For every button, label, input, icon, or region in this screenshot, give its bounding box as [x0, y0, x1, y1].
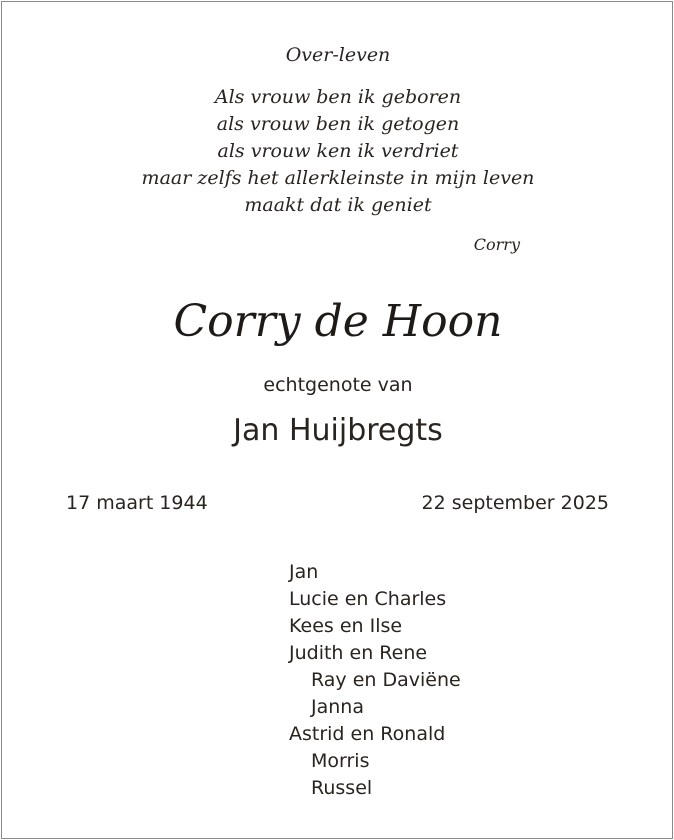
spouse-name: Jan Huijbregts	[233, 413, 443, 448]
family-list	[289, 559, 461, 802]
grandchild: Janna	[311, 696, 364, 718]
poem-line: maakt dat ik geniet	[244, 194, 432, 216]
poem-author: Corry	[473, 235, 520, 254]
obituary-card	[1, 1, 673, 839]
grandchild: Russel	[311, 777, 373, 799]
family-member: Jan	[289, 561, 319, 583]
family-member: Lucie en Charles	[289, 588, 447, 610]
grandchild: Ray en Daviëne	[311, 669, 461, 691]
poem-line: als vrouw ken ik verdriet	[217, 140, 459, 162]
death-date: 22 september 2025	[421, 492, 609, 514]
family-member: Judith en Rene	[289, 642, 428, 664]
grandchild: Morris	[311, 750, 370, 772]
poem	[2, 84, 674, 219]
poem-line: maar zelfs het allerkleinste in mijn leven	[141, 167, 535, 189]
family-member: Kees en Ilse	[289, 615, 403, 637]
birth-date: 17 maart 1944	[66, 492, 208, 514]
poem-title: Over-leven	[285, 44, 391, 66]
deceased-name: Corry de Hoon	[173, 296, 503, 347]
family-member: Astrid en Ronald	[289, 723, 446, 745]
relation-label: echtgenote van	[263, 374, 413, 396]
poem-line: als vrouw ben ik getogen	[216, 113, 460, 135]
poem-line: Als vrouw ben ik geboren	[214, 86, 462, 108]
